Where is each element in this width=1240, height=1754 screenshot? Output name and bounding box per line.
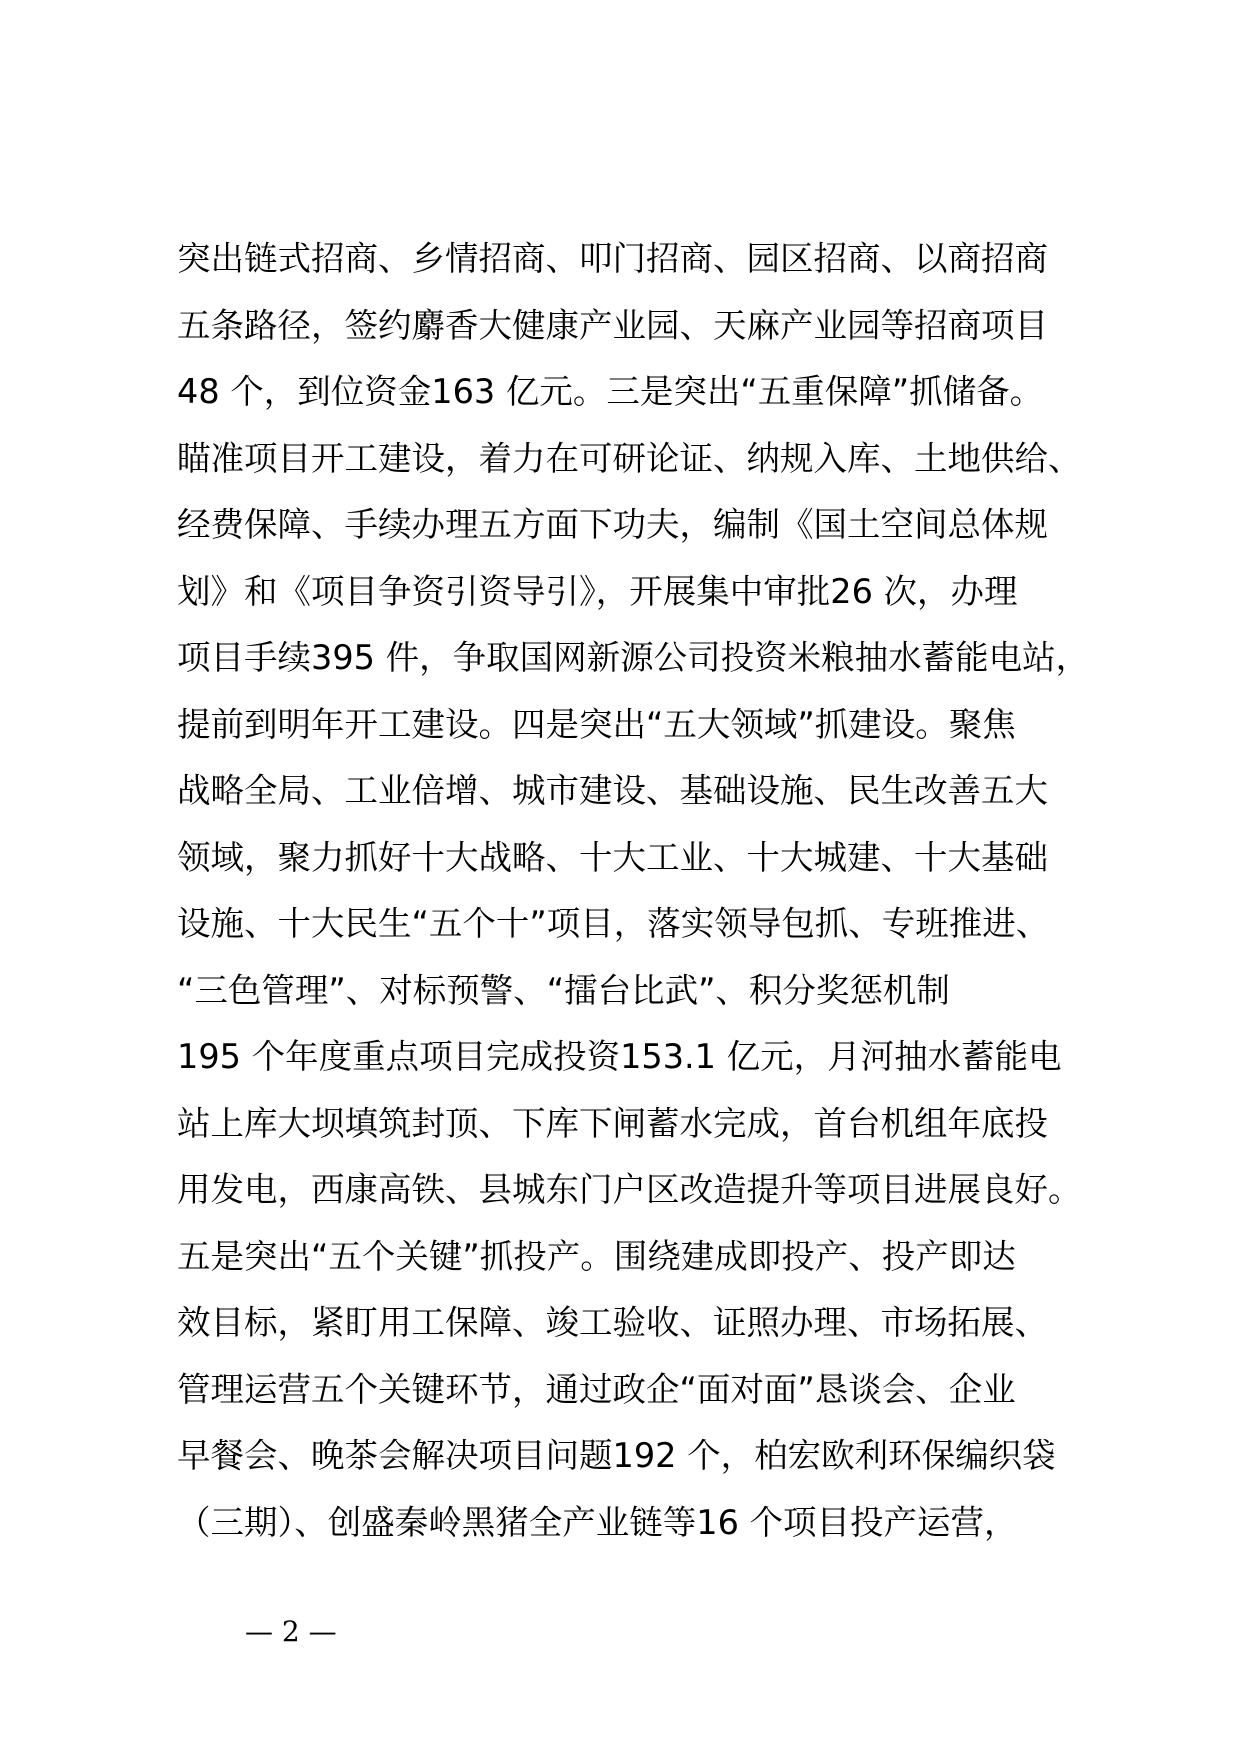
text-line: 项目手续395 件，争取国网新源公司投资米粮抽水蓄能电站， — [177, 638, 1090, 677]
text-line: 站上库大坝填筑封顶、下库下闸蓄水完成，首台机组年底投 — [177, 1103, 1048, 1143]
text-line: 设施、十大民生“五个十”项目，落实领导包抓、专班推进、 — [177, 904, 1050, 943]
text-line: 经费保障、手续办理五方面下功夫，编制《国土空间总体规 — [177, 505, 1048, 544]
text-line: 领域，聚力抓好十大战略、十大工业、十大城建、十大基础 — [177, 837, 1048, 877]
text-line: 突出链式招商、乡情招商、叩门招商、园区招商、以商招商 — [177, 239, 1048, 278]
text-line: 瞄准项目开工建设，着力在可研论证、纳规入库、土地供给、 — [177, 438, 1082, 478]
text-line: 管理运营五个关键环节，通过政企“面对面”恳谈会、企业 — [177, 1369, 1016, 1409]
page-number: — 2 — — [245, 1615, 337, 1648]
text-line: 48 个，到位资金163 亿元。三是突出“五重保障”抓储备。 — [177, 372, 1044, 411]
text-line: 五是突出“五个关键”抓投产。围绕建成即投产、投产即达 — [177, 1236, 1016, 1276]
text-line: 195 个年度重点项目完成投资153.1 亿元，月河抽水蓄能电 — [177, 1037, 1062, 1076]
text-line: （三期）、创盛秦岭黑猪全产业链等16 个项目投产运营， — [177, 1502, 1018, 1542]
text-line: 战略全局、工业倍增、城市建设、基础设施、民生改善五大 — [177, 771, 1048, 810]
text-line: “三色管理”、对标预警、“擂台比武”、积分奖惩机制 — [177, 970, 950, 1010]
body-text — [177, 226, 1117, 1556]
text-line: 早餐会、晚茶会解决项目问题192 个，柏宏欧利环保编织袋 — [177, 1436, 1056, 1475]
text-line: 划》和《项目争资引资导引》，开展集中审批26 次，办理 — [177, 571, 1018, 611]
text-line: 用发电，西康高铁、县城东门户区改造提升等项目进展良好。 — [177, 1170, 1082, 1209]
text-line: 五条路径，签约麝香大健康产业园、天麻产业园等招商项目 — [177, 305, 1048, 345]
text-line: 提前到明年开工建设。四是突出“五大领域”抓建设。聚焦 — [177, 704, 1016, 744]
text-line: 效目标，紧盯用工保障、竣工验收、证照办理、市场拓展、 — [177, 1303, 1048, 1342]
